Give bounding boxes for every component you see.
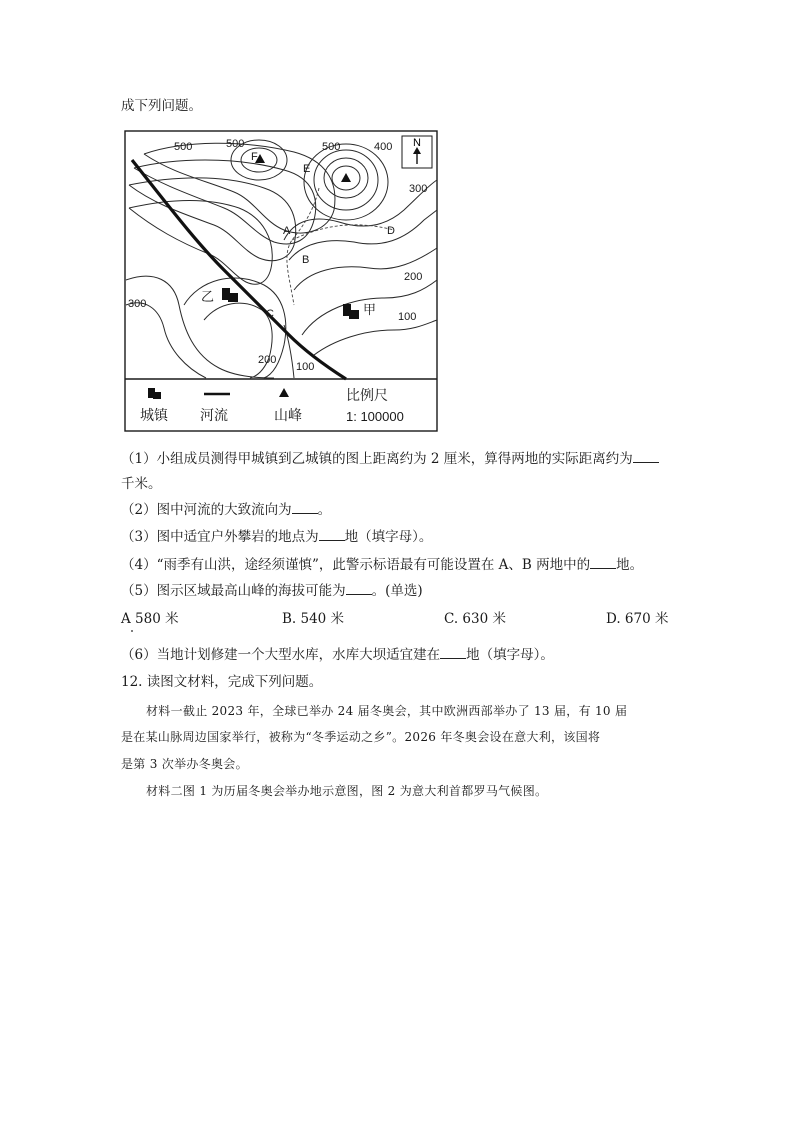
contour-label: 200 xyxy=(258,354,277,366)
choice-a[interactable]: A 580 米 xyxy=(121,611,179,627)
question-5-end: 。(单选) xyxy=(371,583,423,599)
point-label-e: E xyxy=(303,163,311,175)
contour-label: 200 xyxy=(404,271,423,283)
question-3 xyxy=(121,528,432,546)
question-4-end: 地。 xyxy=(616,557,644,573)
contour-label: 300 xyxy=(409,183,428,195)
point-label-b: B xyxy=(302,254,310,266)
answer-blank[interactable] xyxy=(319,528,345,541)
question-5 xyxy=(121,582,423,600)
answer-blank[interactable] xyxy=(292,501,318,514)
contour-label: 100 xyxy=(296,361,315,373)
map-frame xyxy=(125,131,437,431)
question-3-text: （3）图中适宜户外攀岩的地点为 xyxy=(121,529,319,545)
legend-town-label: 城镇 xyxy=(140,408,168,424)
contour-label: 300 xyxy=(352,244,354,245)
question-3-end: 地（填字母）。 xyxy=(344,529,433,545)
answer-blank[interactable] xyxy=(346,582,372,595)
point-label-a: A xyxy=(283,225,291,237)
material-1-line-3: 是第 3 次举办冬奥会。 xyxy=(121,757,248,771)
question-1-text: （1）小组成员测得甲城镇到乙城镇的图上距离约为 2 厘米，算得两地的实际距离约为 xyxy=(121,451,633,467)
legend-peak-label: 山峰 xyxy=(274,408,302,424)
legend-scale-title: 比例尺 xyxy=(346,388,388,404)
question-6-text: （6）当地计划修建一个大型水库，水库大坝适宜建在 xyxy=(121,647,441,663)
question-6-end: 地（填字母）。 xyxy=(466,647,554,663)
town-label-jia: 甲 xyxy=(363,303,377,318)
question-1-unit: 千米。 xyxy=(121,476,162,492)
question-4 xyxy=(121,556,643,574)
legend-scale-value: 1: 100000 xyxy=(346,409,404,424)
north-label: N xyxy=(413,137,421,149)
point-label-d: D xyxy=(387,225,395,237)
material-1-line-2: 是在某山脉周边国家举行，被称为“冬季运动之乡”。2026 年冬奥会设在意大利，该国将 xyxy=(121,730,601,744)
choice-b[interactable]: B. 540 米 xyxy=(282,611,345,627)
question-1 xyxy=(121,450,659,468)
question-12-heading: 12. 读图文材料，完成下列问题。 xyxy=(121,674,323,690)
contour-label: 300 xyxy=(128,298,147,310)
question-6 xyxy=(121,646,554,664)
contour-label: 500 xyxy=(322,141,341,153)
choice-d[interactable]: D. 670 米 xyxy=(606,611,669,627)
contour-label: 100 xyxy=(398,311,417,323)
point-label-c: C xyxy=(266,308,274,320)
question-2 xyxy=(121,501,331,519)
contour-label: 400 xyxy=(374,141,393,153)
question-2-text: （2）图中河流的大致流向为 xyxy=(121,502,292,518)
answer-blank[interactable] xyxy=(590,556,616,569)
answer-blank[interactable] xyxy=(633,450,659,463)
material-2: 材料二图 1 为历届冬奥会举办地示意图，图 2 为意大利首都罗马气候图。 xyxy=(146,784,548,798)
legend-river-label: 河流 xyxy=(200,408,228,424)
material-1-line-1: 材料一截止 2023 年，全球已举办 24 届冬奥会，其中欧洲西部举办了 13 届，有 10 届 xyxy=(146,704,628,718)
question-2-end: 。 xyxy=(317,502,332,518)
question-4-text: （4）“雨季有山洪，途经须谨慎”，此警示标语最有可能设置在 A、B 两地中的 xyxy=(121,557,591,573)
point-label-f: F xyxy=(251,151,258,163)
answer-blank[interactable] xyxy=(440,646,466,659)
contour-map xyxy=(124,130,438,432)
question-5-text: （5）图示区域最高山峰的海拔可能为 xyxy=(121,583,346,599)
choice-c[interactable]: C. 630 米 xyxy=(444,611,506,627)
stray-dot xyxy=(131,630,133,632)
contour-label: 500 xyxy=(174,141,193,153)
contour-label: 500 xyxy=(226,138,245,150)
town-label-yi: 乙 xyxy=(201,290,215,305)
intro-text: 成下列问题。 xyxy=(121,98,202,114)
